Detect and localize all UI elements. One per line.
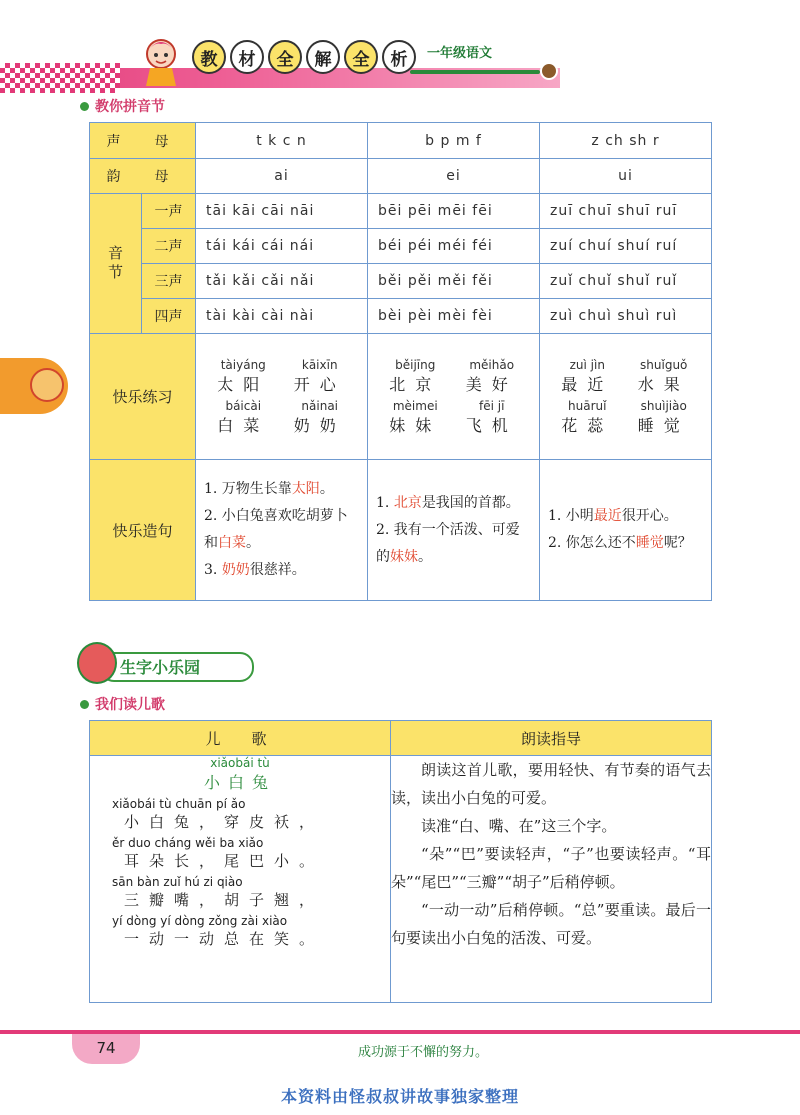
sentence-cell xyxy=(196,460,368,601)
page-header xyxy=(0,30,800,90)
pin-icon xyxy=(540,62,558,80)
word-hanzi: 美好 xyxy=(465,374,518,394)
word-hanzi: 奶奶 xyxy=(293,415,346,435)
sentence-text: 3. xyxy=(204,562,222,578)
sentence-text: 1. 万物生长靠 xyxy=(204,481,292,497)
syllable-cell: zuī chuī shuī ruī xyxy=(540,194,712,229)
word-pair xyxy=(389,358,441,395)
word-pair xyxy=(389,399,441,436)
sentence-highlight: 白菜 xyxy=(218,535,246,551)
section-label-text: 教你拼音节 xyxy=(95,99,165,115)
word-pair xyxy=(466,358,518,395)
grade-label: 一年级语文 xyxy=(427,46,493,61)
sentence-text: 很慈祥。 xyxy=(249,562,306,578)
word-hanzi: 水果 xyxy=(637,374,690,394)
sentence xyxy=(204,503,359,557)
word-pinyin: mèimei xyxy=(392,398,438,413)
rhyme-cell xyxy=(90,756,391,1003)
sentence-highlight: 太阳 xyxy=(291,481,320,497)
rhyme-line: 小白兔，穿皮袄， xyxy=(124,813,325,831)
sentence xyxy=(548,503,703,530)
rhyme-line-pinyin: yí dòng yí dòng zǒng zài xiào xyxy=(112,914,288,928)
rhyme-line-pinyin: sān bàn zuǐ hú zi qiào xyxy=(112,875,243,889)
sentence-text: 。 xyxy=(246,535,260,551)
sentence xyxy=(204,476,359,503)
sentence-highlight: 北京 xyxy=(393,494,422,511)
word-pinyin: shuìjiào xyxy=(640,398,687,413)
syllable-cell: tāi kāi cāi nāi xyxy=(196,194,368,229)
word-pinyin: kāixīn xyxy=(301,357,338,372)
shengmu-cell: z ch sh r xyxy=(540,123,712,159)
word-pair xyxy=(638,399,690,436)
shengmu-label: 声 母 xyxy=(90,123,196,159)
sentence-text: 是我国的首都。 xyxy=(421,494,520,511)
word-pinyin: měihǎo xyxy=(469,357,515,372)
practice-cell xyxy=(368,334,540,460)
sentence xyxy=(376,517,531,571)
syllable-cell: bēi pēi mēi fēi xyxy=(368,194,540,229)
sentence-highlight: 奶奶 xyxy=(221,562,250,578)
word-pinyin: zuì jìn xyxy=(569,357,605,372)
word-hanzi: 太阳 xyxy=(217,374,270,394)
header-title xyxy=(192,40,416,74)
title-char: 析 xyxy=(382,40,416,74)
header-underline xyxy=(410,70,540,74)
rhyme-line-pinyin: ěr duo cháng wěi ba xiǎo xyxy=(112,836,264,850)
word-pair xyxy=(638,358,690,395)
word-pair xyxy=(561,399,613,436)
syllable-label: 音节 xyxy=(90,194,142,334)
word-pinyin: báicài xyxy=(225,398,262,413)
practice-label: 快乐练习 xyxy=(90,334,196,460)
syllable-cell: zuì chuì shuì ruì xyxy=(540,299,712,334)
section-label-text: 我们读儿歌 xyxy=(95,697,165,713)
shengmu-cell: b p m f xyxy=(368,123,540,159)
word-hanzi: 妹妹 xyxy=(389,415,442,435)
source-note: 本资料由怪叔叔讲故事独家整理 xyxy=(280,1087,519,1106)
guide-paragraph: 读准“白、嘴、在”这三个字。 xyxy=(421,817,617,835)
sentence-text: 1. xyxy=(376,494,394,511)
yunmu-cell: ai xyxy=(196,159,368,194)
word-pair xyxy=(217,399,269,436)
word-pinyin: běijīng xyxy=(395,357,436,372)
header-checker-pattern xyxy=(0,63,120,93)
word-hanzi: 白菜 xyxy=(217,415,270,435)
section-label-pinyin xyxy=(80,96,165,116)
word-pair xyxy=(561,358,613,395)
section-label-rhyme xyxy=(80,694,165,714)
rhyme-title-pinyin: xiǎobái tù xyxy=(210,756,270,770)
word-pinyin: nǎinai xyxy=(301,398,339,413)
sentence-label: 快乐造句 xyxy=(90,460,196,601)
word-pinyin: shuǐguǒ xyxy=(640,357,688,372)
syllable-cell: tái kái cái nái xyxy=(196,229,368,264)
syllable-cell: tài kài cài nài xyxy=(196,299,368,334)
word-hanzi: 最近 xyxy=(561,374,614,394)
sentence-highlight: 睡觉 xyxy=(635,535,664,551)
yunmu-cell: ui xyxy=(540,159,712,194)
tone-label: 四声 xyxy=(142,299,196,334)
girl-mascot-icon xyxy=(138,36,184,88)
rhyme-line: 三瓣嘴，胡子翘， xyxy=(124,891,325,909)
sentence-text: 很开心。 xyxy=(621,508,678,524)
rhyme-line-pinyin: xiǎobái tù chuān pí ǎo xyxy=(112,797,246,811)
tone-label: 三声 xyxy=(142,264,196,299)
word-pair xyxy=(294,358,346,395)
word-pair xyxy=(294,399,346,436)
sentence xyxy=(548,530,703,557)
rhyme-table xyxy=(89,720,712,1003)
sentence-text: 。 xyxy=(319,481,334,497)
sentence-text: 呢？ xyxy=(663,535,692,551)
guide-paragraph: 朗读这首儿歌，要用轻快、有节奏的语气去读，读出小白兔的可爱。 xyxy=(391,761,711,807)
sentence-text: 2. 小白兔喜欢吃胡萝卜和 xyxy=(204,508,348,551)
section-banner-title: 生字小乐园 xyxy=(120,658,201,677)
word-hanzi: 花蕊 xyxy=(561,415,614,435)
practice-cell xyxy=(540,334,712,460)
sentence-text: 1. 小明 xyxy=(548,508,594,524)
title-char: 教 xyxy=(192,40,226,74)
tone-label: 一声 xyxy=(142,194,196,229)
word-pinyin: huāruǐ xyxy=(568,398,607,413)
sentence-highlight: 妹妹 xyxy=(390,548,418,565)
word-hanzi: 飞机 xyxy=(465,415,518,435)
word-hanzi: 睡觉 xyxy=(637,415,690,435)
yunmu-label: 韵 母 xyxy=(90,159,196,194)
rhyme-title: 小白兔 xyxy=(203,773,276,792)
page-number: 74 xyxy=(72,1034,140,1064)
rhyme-line: 耳朵长，尾巴小。 xyxy=(124,852,325,870)
word-hanzi: 开心 xyxy=(293,374,346,394)
word-pinyin: fēi jī xyxy=(479,398,505,413)
syllable-cell: béi péi méi féi xyxy=(368,229,540,264)
sentence-cell xyxy=(540,460,712,601)
guide-paragraph: “朵”“巴”要读轻声，“子”也要读轻声。“耳朵”“尾巴”“三瓣”“胡子”后稍停顿。 xyxy=(391,845,711,891)
title-char: 全 xyxy=(344,40,378,74)
word-pinyin: tàiyáng xyxy=(220,357,266,372)
sentence-highlight: 最近 xyxy=(593,508,622,524)
yunmu-cell: ei xyxy=(368,159,540,194)
bullet-icon xyxy=(80,102,89,111)
guide-cell xyxy=(391,756,712,1003)
cat-face-icon xyxy=(30,368,64,402)
apple-mascot-icon xyxy=(77,642,117,684)
sentence-text: 2. 我有一个活泼、可爱的 xyxy=(376,521,520,565)
rhyme-line: 一动一动总在笑。 xyxy=(124,930,325,948)
practice-cell xyxy=(196,334,368,460)
tone-label: 二声 xyxy=(142,229,196,264)
syllable-cell: zuí chuí shuí ruí xyxy=(540,229,712,264)
sentence xyxy=(204,557,359,584)
sentence-text: 。 xyxy=(418,548,432,565)
syllable-cell: zuǐ chuǐ shuǐ ruǐ xyxy=(540,264,712,299)
sentence xyxy=(376,490,531,517)
word-pair xyxy=(466,399,518,436)
syllable-cell: běi pěi měi fěi xyxy=(368,264,540,299)
word-pair xyxy=(217,358,269,395)
word-hanzi: 北京 xyxy=(389,374,442,394)
footer-motto: 成功源于不懈的努力。 xyxy=(358,1045,489,1060)
title-char: 材 xyxy=(230,40,264,74)
bullet-icon xyxy=(80,700,89,709)
guide-column-header: 朗读指导 xyxy=(391,721,712,756)
title-char: 解 xyxy=(306,40,340,74)
syllable-cell: bèi pèi mèi fèi xyxy=(368,299,540,334)
shengmu-cell: t k c n xyxy=(196,123,368,159)
rhyme-column-header: 儿 歌 xyxy=(90,721,391,756)
title-char: 全 xyxy=(268,40,302,74)
sentence-cell xyxy=(368,460,540,601)
sentence-text: 2. 你怎么还不 xyxy=(548,535,636,551)
syllable-table xyxy=(89,122,712,601)
guide-paragraph: “一动一动”后稍停顿。“总”要重读。最后一句要读出小白兔的活泼、可爱。 xyxy=(391,901,711,947)
syllable-cell: tǎi kǎi cǎi nǎi xyxy=(196,264,368,299)
